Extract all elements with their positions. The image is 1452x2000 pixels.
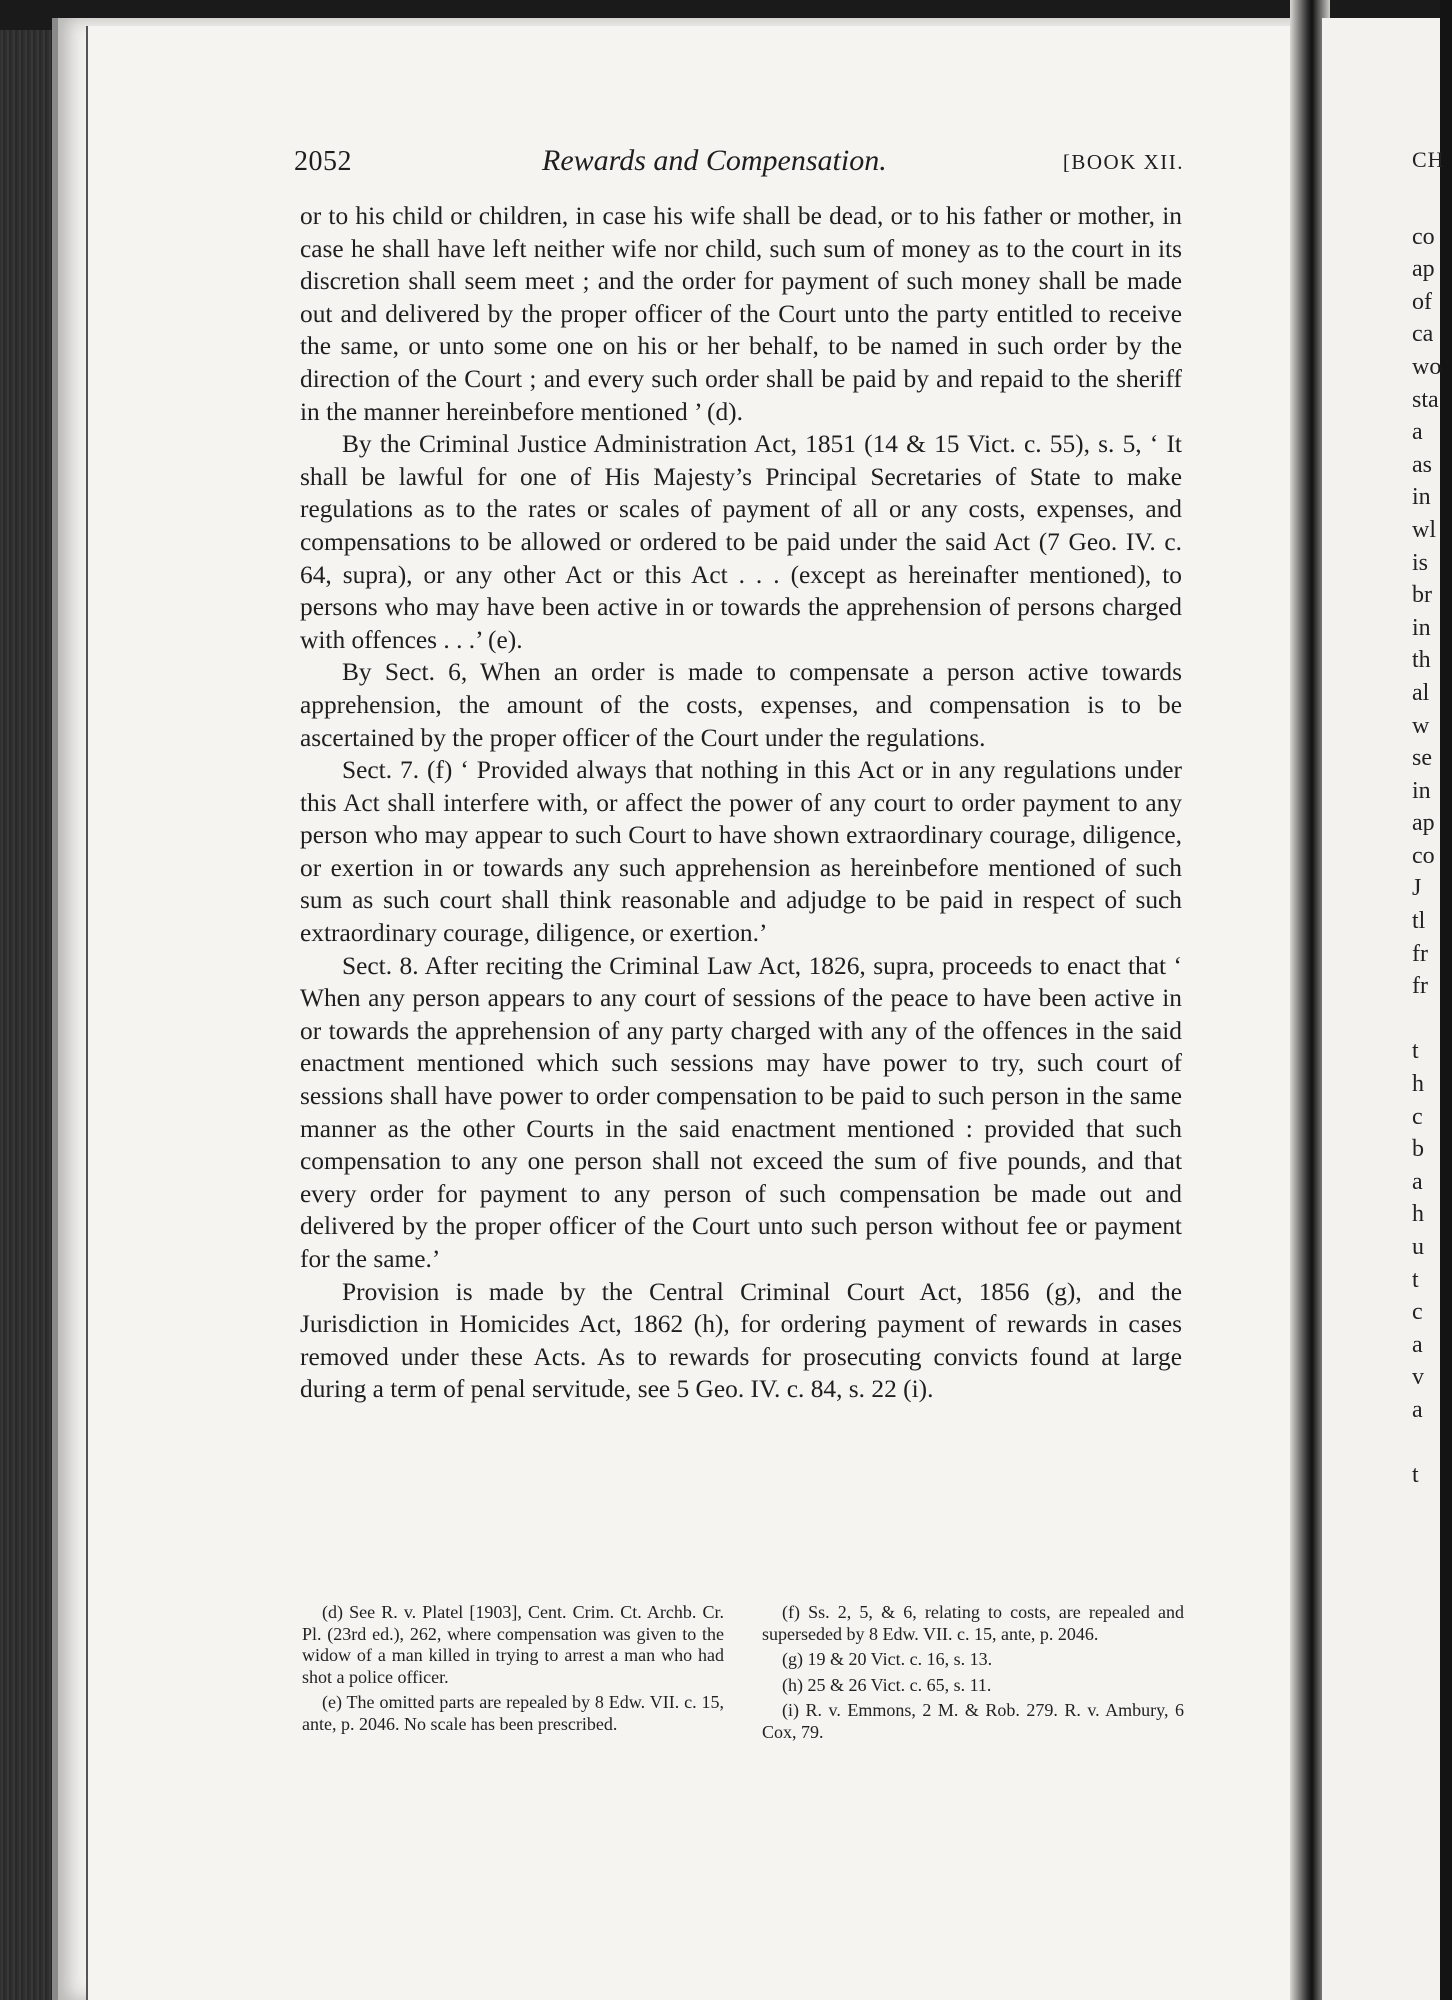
right-page-line-fragment: tl [1412,908,1426,935]
right-page-line-fragment: h [1412,1201,1424,1228]
right-page-line-fragment: u [1412,1234,1424,1260]
right-page-line-fragment [1412,1427,1452,1460]
paragraph: Sect. 7. (f) ‘ Provided always that nothing in this Act or in any regulations under this Act shall interfere with, or affect the power of any court to order payment to any person who may appear to such Court to have shown extraordinary courage, diligence, or exertion in or towards any such apprehension as hereinbefore mentioned of such sum as such court shall think reasonable and adjudge to be paid in respect of such extraordinary courage, diligence, or exertion.’ [300,756,1182,948]
right-page-line-fragment: t [1412,1462,1419,1489]
right-page-line-fragment: wo [1412,353,1442,380]
right-page-line-fragment: v [1412,1364,1424,1391]
right-page-line-fragment [1412,1003,1452,1036]
right-page-line-fragment: b [1412,1136,1424,1163]
footnote-g: (g) 19 & 20 Vict. c. 16, s. 13. [782,1649,993,1670]
right-page-line-fragment: wl [1412,516,1436,543]
paragraph: By Sect. 6, When an order is made to compensate a person active towards apprehension, the amount of the costs, expenses, and compensation is to be ascertained by the proper officer of the Court under the regulations. [300,658,1182,752]
right-page-line-fragment: br [1412,582,1432,609]
right-page-line-fragment: ap [1412,810,1435,837]
footnote-f: (f) Ss. 2, 5, & 6, relating to costs, are repealed and superseded by 8 Edw. VII. c. 15, ante, p. 2046. [762,1602,1184,1644]
right-page-line-fragment: c [1412,1299,1423,1326]
right-page-line-fragment: th [1412,647,1431,674]
right-page-line-fragment: a [1412,419,1423,446]
right-page-line-fragment: w [1412,712,1430,739]
right-page-line-fragment: a [1412,1168,1423,1195]
right-page-line-fragment: as [1412,451,1432,478]
right-page-line-fragment: fr [1412,973,1428,1000]
footnote-d: (d) See R. v. Platel [1903], Cent. Crim. Ct. Archb. Cr. Pl. (23rd ed.), 262, where compensation was given to the widow of a man killed in trying to arrest a man who had shot a police officer. [302,1602,724,1687]
right-page-line-fragment: fr [1412,940,1428,967]
right-page-line-fragment: a [1412,1331,1423,1358]
right-page-line-fragment: ca [1412,321,1434,348]
right-page-line-fragments [1412,221,1452,1492]
main-text [300,200,1182,1406]
right-page-line-fragment: co [1412,842,1435,869]
page-header [294,146,1184,186]
footnote-e: (e) The omitted parts are repealed by 8 Edw. VII. c. 15, ante, p. 2046. No scale has been prescribed. [302,1692,724,1734]
page-number: 2052 [294,146,352,177]
right-page-line-fragment: c [1412,1103,1423,1130]
right-page-line-fragment: in [1412,484,1431,511]
right-page-fragments [1412,144,1452,1492]
right-page-line-fragment: h [1412,1071,1424,1098]
right-page-line-fragment: in [1412,777,1431,804]
right-page-line-fragment: J [1412,875,1422,902]
footnotes-left-column [302,1602,724,1740]
paragraph: Provision is made by the Central Criminal Court Act, 1856 (g), and the Jurisdiction in Homicides Act, 1862 (h), for ordering payment of rewards in cases removed under these Acts. As to rewards for prosecuting convicts found at large during a term of penal servitude, see 5 Geo. IV. c. 84, s. 22 (i). [300,1277,1182,1404]
right-page-line-fragment: ap [1412,256,1435,283]
right-page-line-fragment: t [1412,1038,1419,1065]
footnote-i: (i) R. v. Emmons, 2 M. & Rob. 279. R. v. Ambury, 6 Cox, 79. [762,1700,1184,1742]
right-page-line-fragment: in [1412,614,1431,641]
book-page-edges [0,30,60,2000]
right-page-line-fragment: is [1412,549,1429,576]
right-page-header-fragment: CH [1412,147,1445,172]
paragraph: By the Criminal Justice Administration Act, 1851 (14 & 15 Vict. c. 55), s. 5, ‘ It shall be lawful for one of His Majesty’s Principal Secretaries of State to make regulations as to the rates or scales of payment of all or any costs, expenses, and compensations to be allowed or ordered to be paid under the said Act (7 Geo. IV. c. 64, supra), or any other Act or this Act . . . (except as hereinafter mentioned), to persons who may have been active in or towards the apprehension of persons charged with offences . . .’ (e). [300,430,1182,654]
footnotes-right-column [762,1602,1184,1748]
paragraph: or to his child or children, in case his wife shall be dead, or to his father or mother, in case he shall have left neither wife nor child, such sum of money as to the court in its discretion shall seem meet ; and the order for payment of such money shall be made out and delivered by the proper officer of the Court unto the party entitled to receive the same, or unto some one on his or her behalf, to be named in such order by the direction of the Court ; and every such order shall be paid by and repaid to the sheriff in the manner hereinbefore mentioned ’ (d). [300,202,1182,426]
right-page-line-fragment: sta [1412,386,1439,413]
right-page-line-fragment: co [1412,223,1435,250]
right-page-line-fragment: t [1412,1266,1419,1293]
running-title: Rewards and Compensation. [542,144,887,177]
right-page-line-fragment: al [1412,679,1430,706]
book-reference: [BOOK XII. [1062,150,1184,174]
paragraph: Sect. 8. After reciting the Criminal Law Act, 1826, supra, proceeds to enact that ‘ When any person appears to any court of sessions of the peace to have been active in or towards the apprehension of any party charged with any of the offences in the said enactment mentioned which such sessions may have power to try, such court of sessions shall have power to order compensation to be paid to such person in the same manner as the other Courts in the said enactment mentioned : provided that such compensation to any one person shall not exceed the sum of five pounds, and that every order for payment to any person of such compensation be made out and delivered by the proper officer of the Court unto such person without fee or payment for the same.’ [300,951,1182,1273]
footnote-h: (h) 25 & 26 Vict. c. 65, s. 11. [782,1674,992,1695]
right-page-line-fragment: se [1412,745,1432,772]
right-page-line-fragment: a [1412,1396,1423,1423]
right-page-line-fragment: of [1412,288,1432,315]
